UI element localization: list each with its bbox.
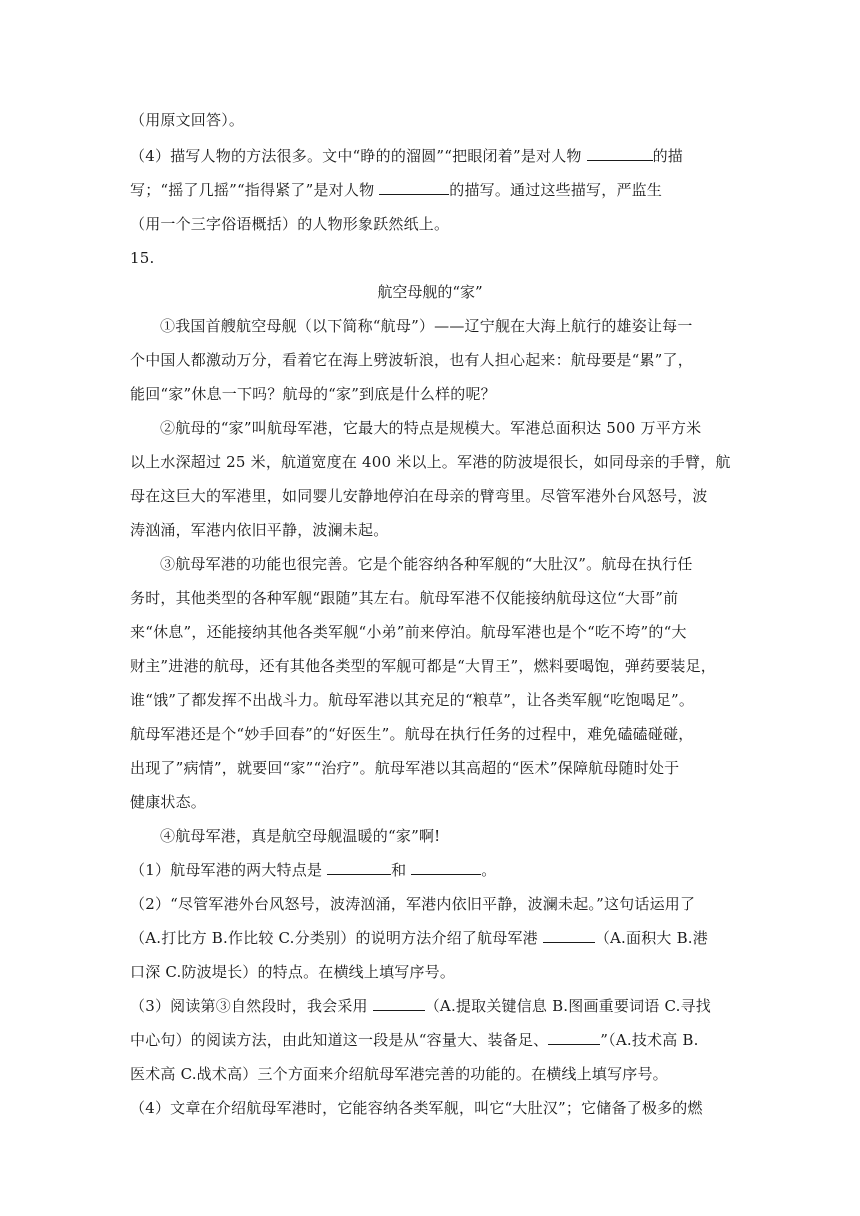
paragraph-3-line: ③航母军港的功能也很完善。它是个能容纳各种军舰的“大肚汉”。航母在执行任 <box>160 555 693 573</box>
question-1 <box>130 860 740 880</box>
text-segment: 的描 <box>652 147 683 165</box>
question-2-line1: （2）“尽管军港外台风怒号，波涛汹涌，军港内依旧平静，波澜未起。”这句话运用了 <box>130 895 696 913</box>
paragraph-2-line: 母在这巨大的军港里，如同婴儿安静地停泊在母亲的臂弯里。尽管军港外台风怒号，波 <box>130 487 708 505</box>
answer-blank[interactable] <box>327 860 391 875</box>
paragraph-3-line: 来“休息”，还能接纳其他各类军舰“小弟”前来停泊。航母军港也是个“吃不垮”的“大 <box>130 623 687 641</box>
question-3-line1 <box>130 996 740 1016</box>
text-segment: （A.提取关键信息 B.图画重要词语 C.寻找 <box>424 997 711 1015</box>
paragraph-2-line: ②航母的“家”叫航母军港，它最大的特点是规模大。军港总面积达 500 万平方米 <box>160 419 702 437</box>
text-segment: 的描写。通过这些描写，严监生 <box>449 181 663 199</box>
paragraph-1-line: ①我国首艘航空母舰（以下简称“航母”）——辽宁舰在大海上航行的雄姿让每一 <box>160 317 693 335</box>
paragraph-3-line: 谁“饿”了都发挥不出战斗力。航母军港以其充足的“粮草”，让各类军舰“吃饱喝足”。 <box>130 691 695 709</box>
text-segment: ”（A.技术高 B. <box>600 1031 699 1049</box>
paragraph-3-line: 健康状态。 <box>130 793 207 811</box>
question-2-line2 <box>130 928 740 948</box>
text-segment: 写；“摇了几摇”“指得紧了”是对人物 <box>130 181 380 199</box>
question-3-line3: 医术高 C.战术高）三个方面来介绍航母军港完善的功能的。在横线上填写序号。 <box>130 1065 668 1083</box>
question-2-line3: 口深 C.防波堤长）的特点。在横线上填写序号。 <box>130 963 456 981</box>
text-segment: 和 <box>391 861 412 879</box>
paragraph-3-line: 航母军港还是个“妙手回春”的“好医生”。航母在执行任务的过程中，难免磕磕碰碰， <box>130 725 694 743</box>
answer-blank[interactable] <box>587 146 653 161</box>
answer-blank[interactable] <box>411 860 481 875</box>
paragraph-1-line: 个中国人都激动万分，看着它在海上劈波斩浪，也有人担心起来：航母要是“累”了， <box>130 351 693 369</box>
paragraph-3-line: 务时，其他类型的各种军舰“跟随”其左右。航母军港不仅能接纳航母这位“大哥”前 <box>130 589 679 607</box>
answer-blank[interactable] <box>543 928 595 943</box>
question-4-line1: （4）文章在介绍航母军港时，它能容纳各类军舰，叫它“大肚汉”；它储备了极多的燃 <box>130 1099 703 1117</box>
paragraph-3-line: 出现了”病情”，就要回“家”“治疗”。航母军港以其高超的“医术”保障航母随时处于 <box>130 759 680 777</box>
text-segment: （1）航母军港的两大特点是 <box>130 861 328 879</box>
question-number: 15. <box>130 249 155 267</box>
text-segment: （4）描写人物的方法很多。文中“睁的的溜圆”“把眼闭着”是对人物 <box>130 147 587 165</box>
article-title: 航空母舰的“家” <box>377 283 483 301</box>
prev-question-4-line2 <box>130 180 740 200</box>
text-segment: 。 <box>481 861 497 879</box>
prev-answer-note: （用原文回答）。 <box>130 111 245 129</box>
text-segment: （A.打比方 B.作比较 C.分类别）的说明方法介绍了航母军港 <box>130 929 543 947</box>
question-3-line2 <box>130 1030 740 1050</box>
paragraph-1-line: 能回“家”休息一下吗？航母的“家”到底是什么样的呢？ <box>130 385 496 403</box>
answer-blank[interactable] <box>548 1030 600 1045</box>
text-segment: （A.面积大 B.港 <box>594 929 708 947</box>
text-segment: （3）阅读第③自然段时，我会采用 <box>130 997 373 1015</box>
paragraph-3-line: 财主”进港的航母，还有其他各类型的军舰可都是“大胃王”，燃料要喝饱，弹药要装足， <box>130 657 717 675</box>
paragraph-2-line: 以上水深超过 25 米，航道宽度在 400 米以上。军港的防波堤很长，如同母亲的手臂，航 <box>130 453 731 471</box>
prev-question-4-line3: （用一个三字俗语概括）的人物形象跃然纸上。 <box>130 215 450 233</box>
text-segment: 中心句）的阅读方法，由此知道这一段是从“容量大、装备足、 <box>130 1031 549 1049</box>
answer-blank[interactable] <box>373 996 425 1011</box>
answer-blank[interactable] <box>379 180 449 195</box>
prev-question-4-line1 <box>130 146 740 166</box>
paragraph-2-line: 涛汹涌，军港内依旧平静，波澜未起。 <box>130 521 389 539</box>
paragraph-4-line: ④航母军港，真是航空母舰温暖的“家”啊! <box>160 827 441 845</box>
